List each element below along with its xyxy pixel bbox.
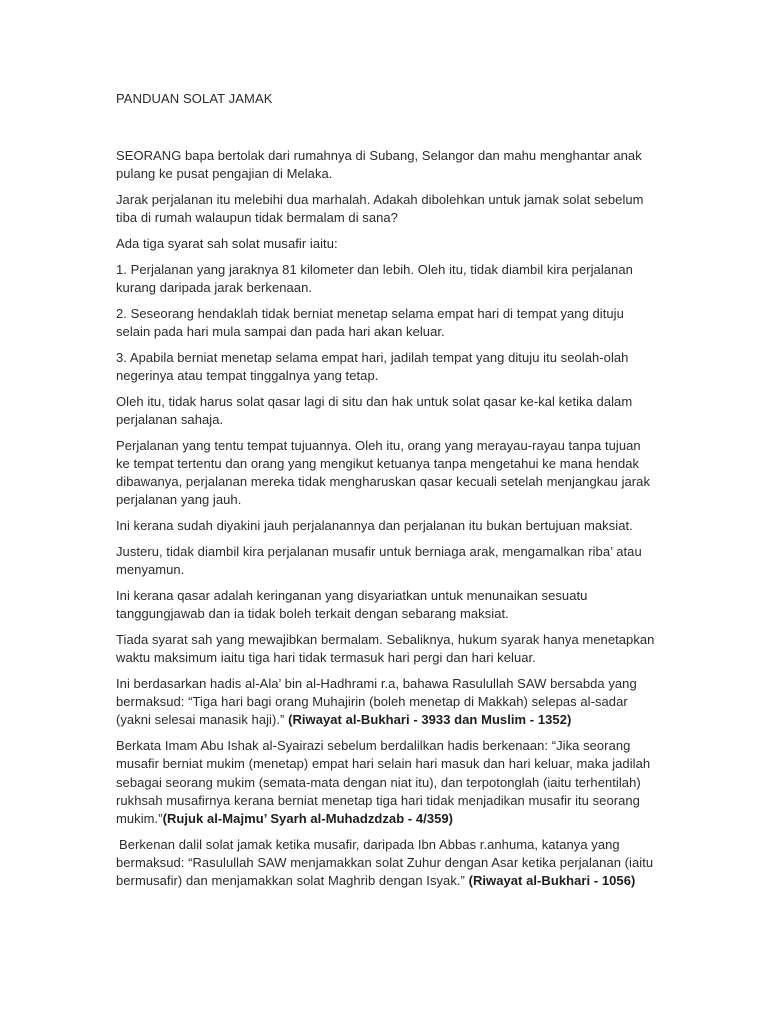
paragraph-4 xyxy=(116,261,656,297)
citation: (Riwayat al-Bukhari - 3933 dan Muslim - 1352) xyxy=(288,712,572,728)
paragraph-14 xyxy=(116,737,656,828)
citation: (Rujuk al-Majmu’ Syarh al-Muhadzdzab - 4/359) xyxy=(162,811,454,827)
paragraph-text: 1. Perjalanan yang jaraknya 81 kilometer dan lebih. Oleh itu, tidak diambil kira perjalanan kurang daripada jarak berkenaan. xyxy=(116,261,633,295)
paragraph-text: Oleh itu, tidak harus solat qasar lagi di situ dan hak untuk solat qasar ke-kal ketika dalam perjalanan sahaja. xyxy=(116,393,633,427)
paragraph-8 xyxy=(116,437,656,510)
paragraph-text: Tiada syarat sah yang mewajibkan bermalam. Sebaliknya, hukum syarak hanya menetapkan waktu maksimum iaitu tiga hari tidak termasuk hari pergi dan hari keluar. xyxy=(116,632,655,666)
paragraph-text: Justeru, tidak diambil kira perjalanan musafir untuk berniaga arak, mengamalkan riba’ atau menyamun. xyxy=(116,544,642,578)
paragraph-5 xyxy=(116,305,656,341)
document-title: PANDUAN SOLAT JAMAK xyxy=(116,91,273,106)
paragraph-text: Ada tiga syarat sah solat musafir iaitu: xyxy=(116,236,338,251)
paragraph-text: Berkenan dalil solat jamak ketika musafir, daripada Ibn Abbas r.anhuma, katanya yang bermaksud: “Rasulullah SAW menjamakkan solat Zuhur dengan Asar ketika perjalanan (iaitu bermusafir) dan menjamakkan solat Maghrib dengan Isyak.” xyxy=(116,836,654,889)
paragraph-11 xyxy=(116,587,656,623)
paragraph-text: Berkata Imam Abu Ishak al-Syairazi sebelum berdalilkan hadis berkenaan: “Jika seorang musafir berniat mukim (menetap) empat hari selain hari masuk dan hari keluar, maka jadilah sebagai seorang mukim (semata-mata dengan niat itu), dan terpotonglah (iaitu terhentilah) rukhsah musafirnya kerana berniat menetap tiga hari tidak menjadikan musafir itu seorang mukim.” xyxy=(116,738,651,827)
paragraph-3 xyxy=(116,235,656,253)
paragraph-10 xyxy=(116,543,656,579)
paragraph-text: Jarak perjalanan itu melebihi dua marhalah. Adakah dibolehkan untuk jamak solat sebelum tiba di rumah walaupun tidak bermalam di sana? xyxy=(116,192,644,226)
paragraph-15 xyxy=(116,836,656,891)
paragraph-7 xyxy=(116,393,656,429)
paragraph-text: 2. Seseorang hendaklah tidak berniat menetap selama empat hari di tempat yang dituju selain pada hari mula sampai dan pada hari akan keluar. xyxy=(116,305,624,339)
paragraph-text: Ini berdasarkan hadis al-Ala’ bin al-Hadhrami r.a, bahawa Rasulullah SAW bersabda yang bermaksud: “Tiga hari bagi orang Muhajirin (boleh menetap di Makkah) selepas al-sadar (yakni selesai manasik haji).” xyxy=(116,676,637,728)
paragraph-12 xyxy=(116,631,656,667)
paragraph-2 xyxy=(116,191,656,227)
document-page xyxy=(116,90,656,898)
paragraph-text: SEORANG bapa bertolak dari rumahnya di Subang, Selangor dan mahu menghantar anak pulang ke pusat pengajian di Melaka. xyxy=(116,148,642,182)
paragraph-text: Perjalanan yang tentu tempat tujuannya. Oleh itu, orang yang merayau-rayau tanpa tujuan ke tempat tertentu dan orang yang mengikut ketuanya tanpa mengetahui ke mana hendak dibawanya, perjalanan mereka tidak mengharuskan qasar kecuali setelah menjangkau jarak perjalanan yang jauh. xyxy=(116,437,651,508)
citation: (Riwayat al-Bukhari - 1056) xyxy=(468,873,636,889)
paragraph-text: Ini kerana qasar adalah keringanan yang disyariatkan untuk menunaikan sesuatu tanggungjawab dan ia tidak boleh terkait dengan sebarang maksiat. xyxy=(116,588,588,622)
paragraph-text: 3. Apabila berniat menetap selama empat hari, jadilah tempat yang dituju itu seolah-olah negerinya atau tempat tinggalnya yang tetap. xyxy=(116,349,629,383)
paragraph-13 xyxy=(116,675,656,730)
paragraph-text: Ini kerana sudah diyakini jauh perjalanannya dan perjalanan itu bukan bertujuan maksiat. xyxy=(116,518,633,534)
paragraph-9 xyxy=(116,517,656,535)
paragraph-6 xyxy=(116,349,656,385)
paragraph-1 xyxy=(116,147,656,183)
